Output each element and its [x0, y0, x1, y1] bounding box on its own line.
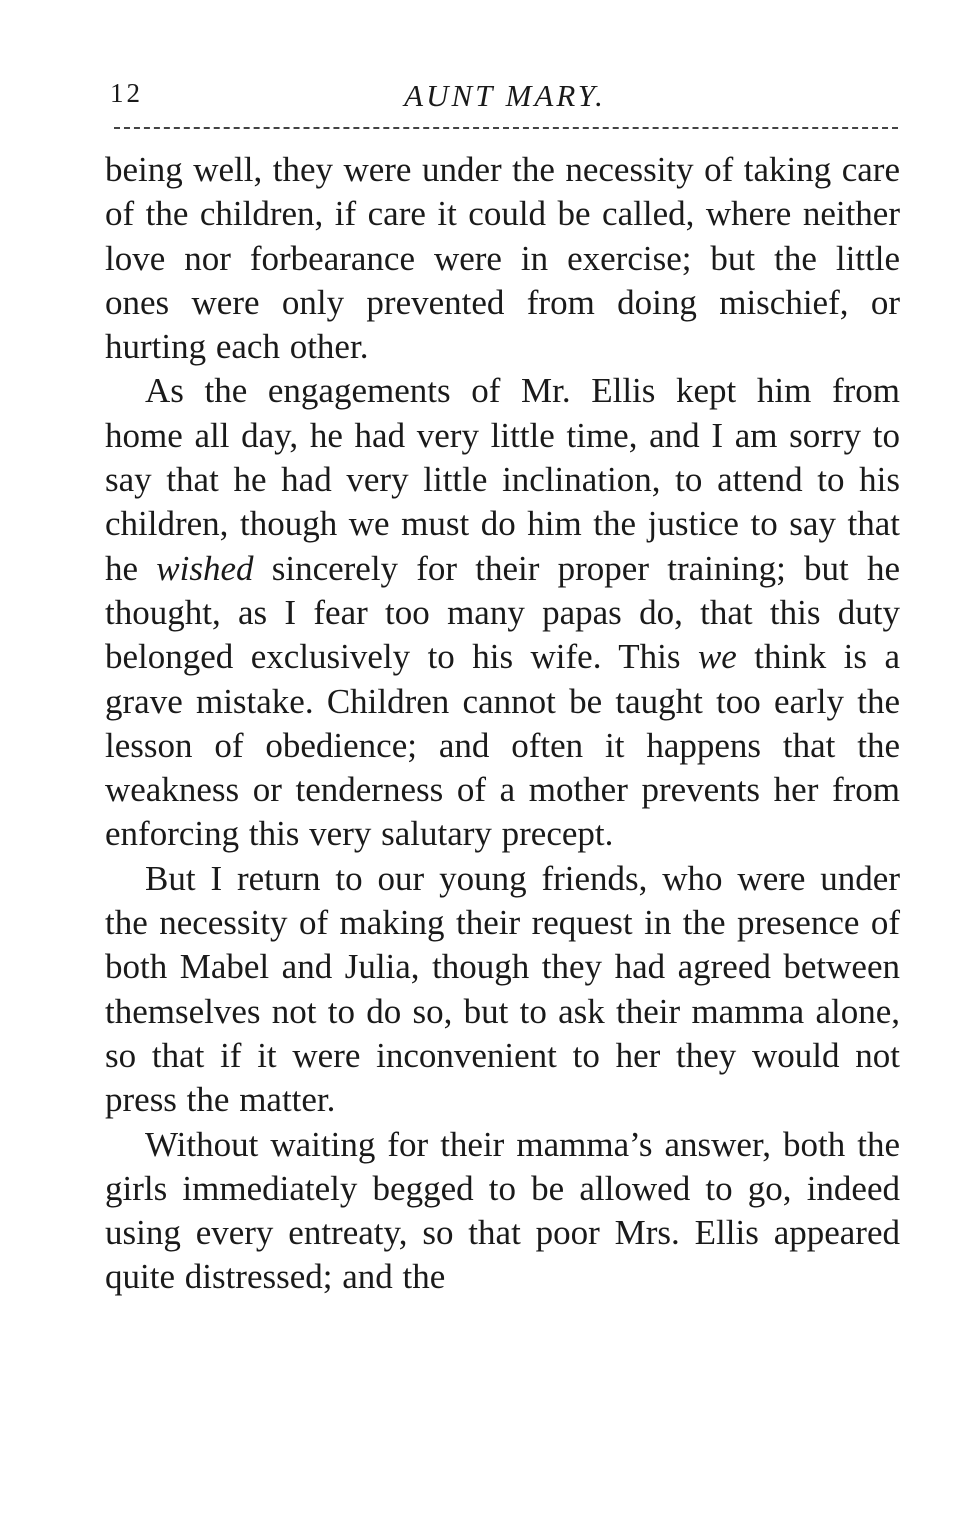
paragraph-2	[105, 369, 900, 856]
paragraph-2-part-1: As the engagements of Mr. Ellis kept him from home all day, he had very little time, and I am sorry to say that he had very little inclination, to attend to his children, though we must do him the justice to say that he	[105, 371, 900, 588]
emphasis-we: we	[697, 637, 737, 677]
paragraph-2-part-2: sincerely for their proper training; but he thought, as I fear too many papas do, that this duty belonged exclusively to his wife. This	[105, 548, 900, 677]
header-rule	[114, 127, 898, 129]
running-title: AUNT MARY.	[404, 78, 606, 113]
emphasis-wished: wished	[156, 548, 254, 588]
paragraph-4: Without waiting for their mamma’s answer, both the girls immediately begged to be allowed to go, indeed using every entreaty, so that poor Mrs. Ellis appeared quite distressed; and the	[105, 1124, 900, 1297]
paragraph-2-part-3: think is a grave mistake. Children cannot be taught too early the lesson of obedience; and often it happens that the weakness or tenderness of a mother prevents her from enforcing this very salutary precept.	[105, 637, 900, 854]
body-text	[105, 148, 900, 1300]
paragraph-1: being well, they were under the necessity of taking care of the children, if care it could be called, where neither love nor forbearance were in exercise; but the little ones were only prevented from doing mischief, or hurting each other.	[105, 150, 900, 367]
paragraph-3: But I return to our young friends, who were under the necessity of making their request in the presence of both Mabel and Julia, though they had agreed between themselves not to do so, but to ask their mamma alone, so that if it were inconvenient to her they would not press the matter.	[105, 858, 900, 1120]
page-header	[110, 78, 900, 118]
page-number: 12	[110, 78, 143, 108]
